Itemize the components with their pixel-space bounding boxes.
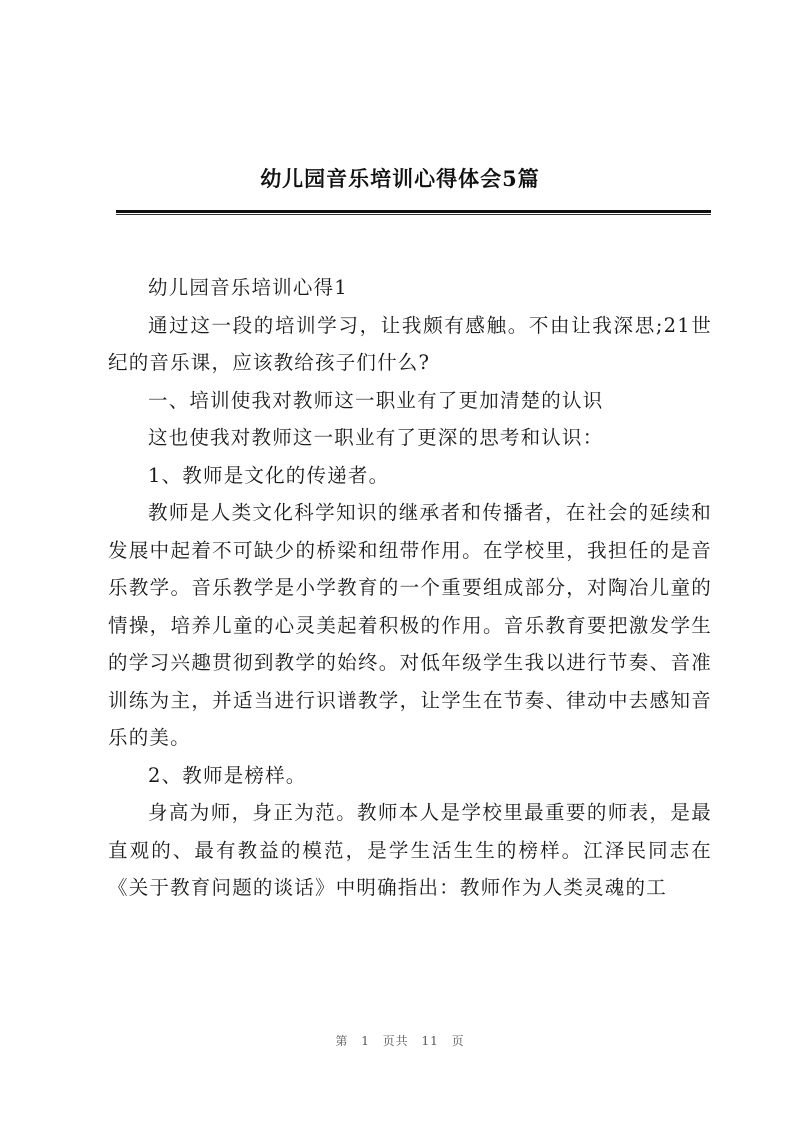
footer-mid: 页共 bbox=[382, 1034, 409, 1048]
footer-suffix: 页 bbox=[451, 1034, 465, 1048]
title-divider-thin bbox=[116, 214, 711, 215]
total-pages: 11 bbox=[421, 1034, 439, 1048]
paragraph: 通过这一段的培训学习，让我颇有感触。不由让我深思;21世纪的音乐课，应该教给孩子们什么? bbox=[108, 313, 712, 374]
list-point: 2、教师是榜样。 bbox=[148, 763, 307, 787]
footer-prefix: 第 bbox=[335, 1034, 349, 1048]
section-heading: 幼儿园音乐培训心得1 bbox=[148, 276, 348, 299]
document-title: 幼儿园音乐培训心得体会5篇 bbox=[260, 166, 540, 191]
document-body bbox=[108, 269, 712, 907]
list-point: 1、教师是文化的传递者。 bbox=[148, 463, 390, 487]
page-number: 1 bbox=[361, 1034, 370, 1048]
paragraph: 教师是人类文化科学知识的继承者和传播者，在社会的延续和发展中起着不可缺少的桥梁和纽带作用。在学校里，我担任的是音乐教学。音乐教学是小学教育的一个重要组成部分，对陶冶儿童的情操，培养儿童的心灵美起着积极的作用。音乐教育要把激发学生的学习兴趣贯彻到教学的始终。对低年级学生我以进行节奏、音准训练为主，并适当进行识谱教学，让学生在节奏、律动中去感知音乐的美。 bbox=[108, 501, 712, 749]
title-divider bbox=[116, 210, 711, 213]
paragraph: 身高为师，身正为范。教师本人是学校里最重要的师表，是最直观的、最有教益的模范，是学生活生生的榜样。江泽民同志在《关于教育问题的谈话》中明确指出：教师作为人类灵魂的工 bbox=[108, 801, 712, 899]
subheading: 一、培训使我对教师这一职业有了更加清楚的认识 bbox=[148, 388, 604, 412]
paragraph: 这也使我对教师这一职业有了更深的思考和认识： bbox=[148, 426, 604, 449]
page-footer bbox=[0, 1032, 800, 1049]
